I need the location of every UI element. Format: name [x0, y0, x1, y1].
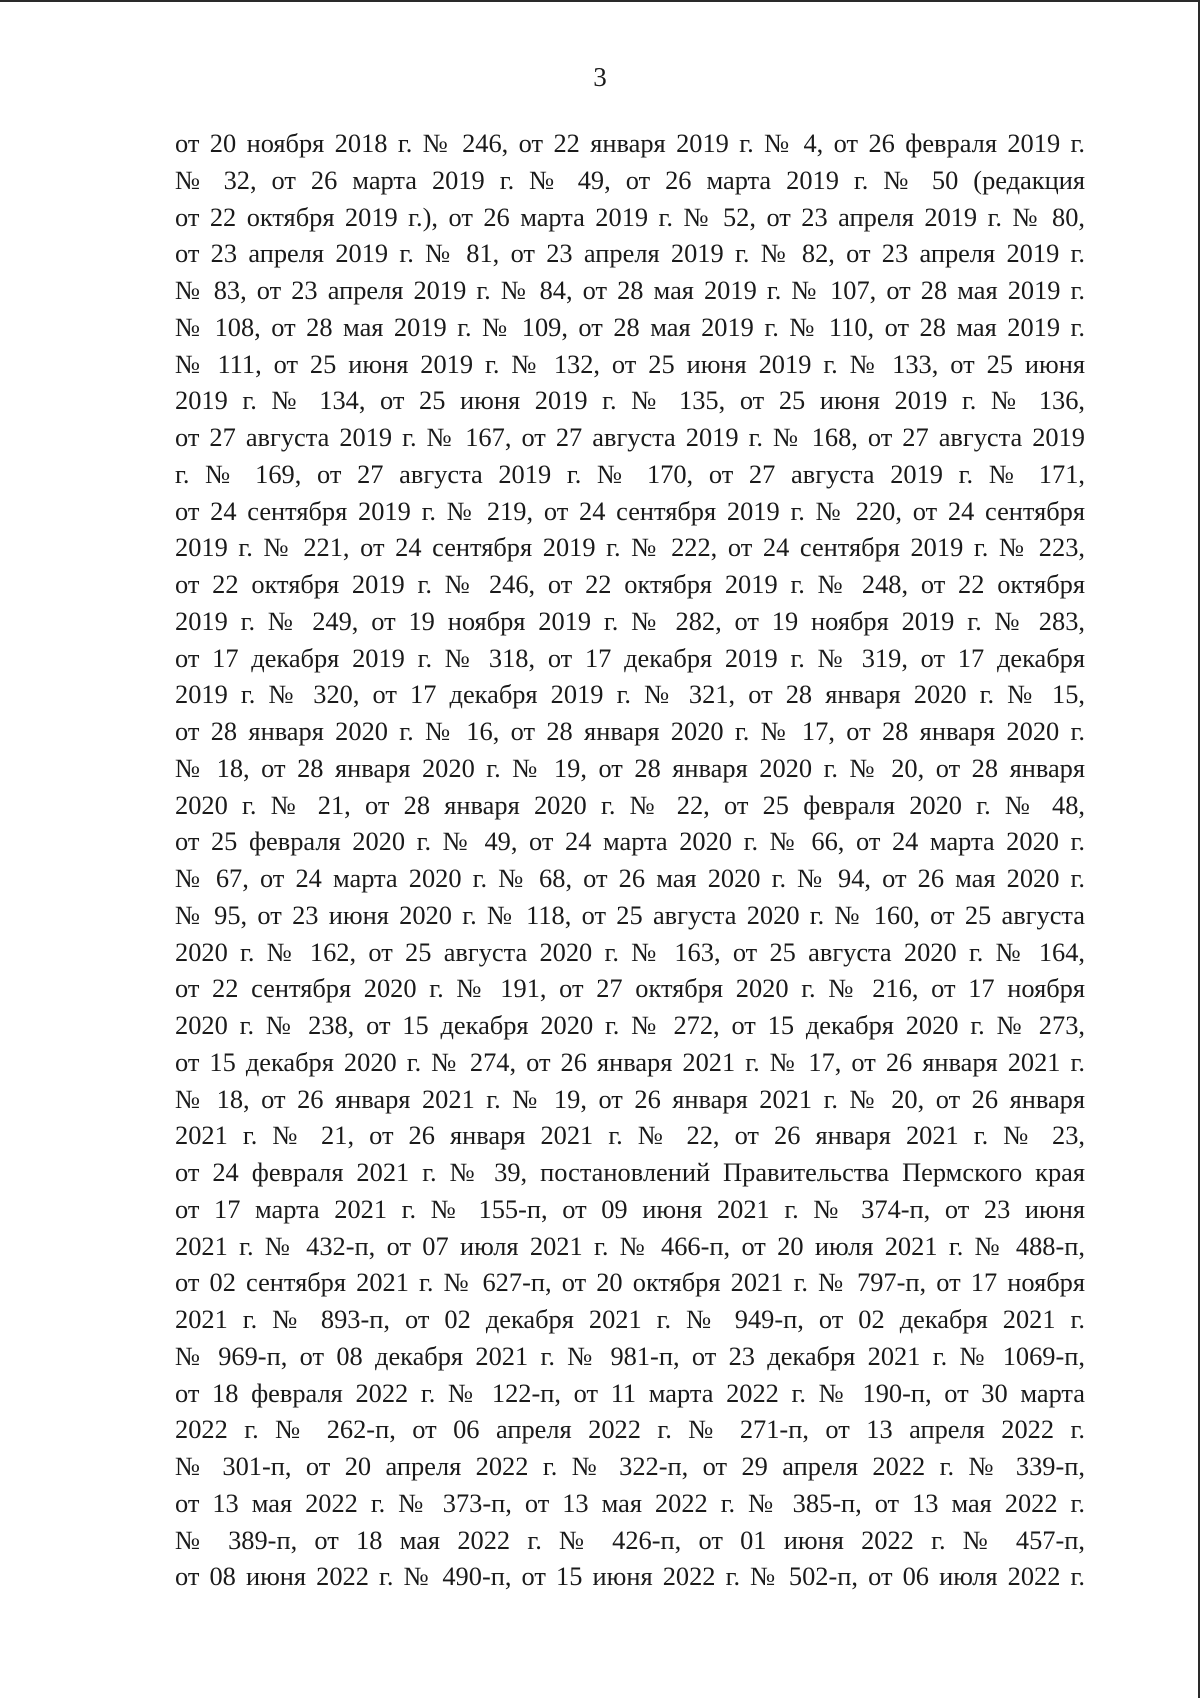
text-line: от 28 января 2020 г. № 16, от 28 января 2020 г. № 17, от 28 января 2020 г.	[175, 716, 1085, 746]
text-line: 2019 г. № 134, от 25 июня 2019 г. № 135, от 25 июня 2019 г. № 136,	[175, 385, 1085, 416]
text-line: от 02 сентября 2021 г. № 627-п, от 20 октября 2021 г. № 797-п, от 17 ноября	[175, 1267, 1085, 1298]
text-line: 2019 г. № 320, от 17 декабря 2019 г. № 321, от 28 января 2020 г. № 15,	[175, 679, 1085, 710]
text-line: от 08 июня 2022 г. № 490-п, от 15 июня 2022 г. № 502-п, от 06 июля 2022 г.	[175, 1561, 1085, 1592]
text-line: № 389-п, от 18 мая 2022 г. № 426-п, от 01 июня 2022 г. № 457-п,	[175, 1524, 1085, 1555]
text-line: № 67, от 24 марта 2020 г. № 68, от 26 мая 2020 г. № 94, от 26 мая 2020 г.	[175, 863, 1085, 893]
text-line: 2020 г. № 21, от 28 января 2020 г. № 22, от 25 февраля 2020 г. № 48,	[175, 789, 1085, 820]
text-line: от 22 октября 2019 г.), от 26 марта 2019 г. № 52, от 23 апреля 2019 г. № 80,	[175, 201, 1085, 232]
text-line: № 32, от 26 марта 2019 г. № 49, от 26 марта 2019 г. № 50 (редакция	[175, 164, 1085, 195]
text-line: № 969-п, от 08 декабря 2021 г. № 981-п, от 23 декабря 2021 г. № 1069-п,	[175, 1340, 1085, 1371]
text-line: от 18 февраля 2022 г. № 122-п, от 11 марта 2022 г. № 190-п, от 30 марта	[175, 1377, 1085, 1408]
text-line: от 24 сентября 2019 г. № 219, от 24 сентября 2019 г. № 220, от 24 сентября	[175, 495, 1085, 526]
text-line: от 13 мая 2022 г. № 373-п, от 13 мая 2022 г. № 385-п, от 13 мая 2022 г.	[175, 1487, 1085, 1518]
text-line: № 111, от 25 июня 2019 г. № 132, от 25 июня 2019 г. № 133, от 25 июня	[175, 348, 1085, 379]
text-line: 2021 г. № 893-п, от 02 декабря 2021 г. № 949-п, от 02 декабря 2021 г.	[175, 1304, 1085, 1334]
text-line: 2020 г. № 238, от 15 декабря 2020 г. № 272, от 15 декабря 2020 г. № 273,	[175, 1010, 1085, 1040]
text-line: от 15 декабря 2020 г. № 274, от 26 января 2021 г. № 17, от 26 января 2021 г.	[175, 1046, 1085, 1077]
scan-border-top	[0, 0, 1200, 2]
text-line: № 18, от 28 января 2020 г. № 19, от 28 января 2020 г. № 20, от 28 января	[175, 752, 1085, 783]
text-line: № 95, от 23 июня 2020 г. № 118, от 25 августа 2020 г. № 160, от 25 августа	[175, 899, 1085, 930]
text-line: от 22 сентября 2020 г. № 191, от 27 октября 2020 г. № 216, от 17 ноября	[175, 973, 1085, 1004]
text-line: от 23 апреля 2019 г. № 81, от 23 апреля 2019 г. № 82, от 23 апреля 2019 г.	[175, 238, 1085, 269]
text-line: от 20 ноября 2018 г. № 246, от 22 января 2019 г. № 4, от 26 февраля 2019 г.	[175, 128, 1085, 158]
text-line: г. № 169, от 27 августа 2019 г. № 170, от 27 августа 2019 г. № 171,	[175, 458, 1085, 489]
text-line: от 17 марта 2021 г. № 155-п, от 09 июня 2021 г. № 374-п, от 23 июня	[175, 1193, 1085, 1224]
text-line: 2022 г. № 262-п, от 06 апреля 2022 г. № 271-п, от 13 апреля 2022 г.	[175, 1414, 1085, 1445]
text-line: от 25 февраля 2020 г. № 49, от 24 марта 2020 г. № 66, от 24 марта 2020 г.	[175, 826, 1085, 857]
text-line: 2019 г. № 249, от 19 ноября 2019 г. № 282, от 19 ноября 2019 г. № 283,	[175, 605, 1085, 636]
text-line: от 22 октября 2019 г. № 246, от 22 октября 2019 г. № 248, от 22 октября	[175, 569, 1085, 599]
text-line: 2019 г. № 221, от 24 сентября 2019 г. № 222, от 24 сентября 2019 г. № 223,	[175, 532, 1085, 563]
text-line: № 301-п, от 20 апреля 2022 г. № 322-п, от 29 апреля 2022 г. № 339-п,	[175, 1451, 1085, 1481]
page-number: 3	[593, 62, 607, 92]
text-line: 2020 г. № 162, от 25 августа 2020 г. № 163, от 25 августа 2020 г. № 164,	[175, 936, 1085, 967]
text-line: № 18, от 26 января 2021 г. № 19, от 26 января 2021 г. № 20, от 26 января	[175, 1083, 1085, 1114]
text-line: от 24 февраля 2021 г. № 39, постановлений Правительства Пермского края	[175, 1157, 1085, 1187]
text-line: № 108, от 28 мая 2019 г. № 109, от 28 мая 2019 г. № 110, от 28 мая 2019 г.	[175, 311, 1085, 342]
body-text	[175, 125, 1085, 1595]
text-line: 2021 г. № 432-п, от 07 июля 2021 г. № 466-п, от 20 июля 2021 г. № 488-п,	[175, 1230, 1085, 1261]
text-line: № 83, от 23 апреля 2019 г. № 84, от 28 мая 2019 г. № 107, от 28 мая 2019 г.	[175, 275, 1085, 305]
text-line: от 27 августа 2019 г. № 167, от 27 августа 2019 г. № 168, от 27 августа 2019	[175, 422, 1085, 452]
text-line: от 17 декабря 2019 г. № 318, от 17 декабря 2019 г. № 319, от 17 декабря	[175, 642, 1085, 673]
text-line: 2021 г. № 21, от 26 января 2021 г. № 22, от 26 января 2021 г. № 23,	[175, 1120, 1085, 1151]
